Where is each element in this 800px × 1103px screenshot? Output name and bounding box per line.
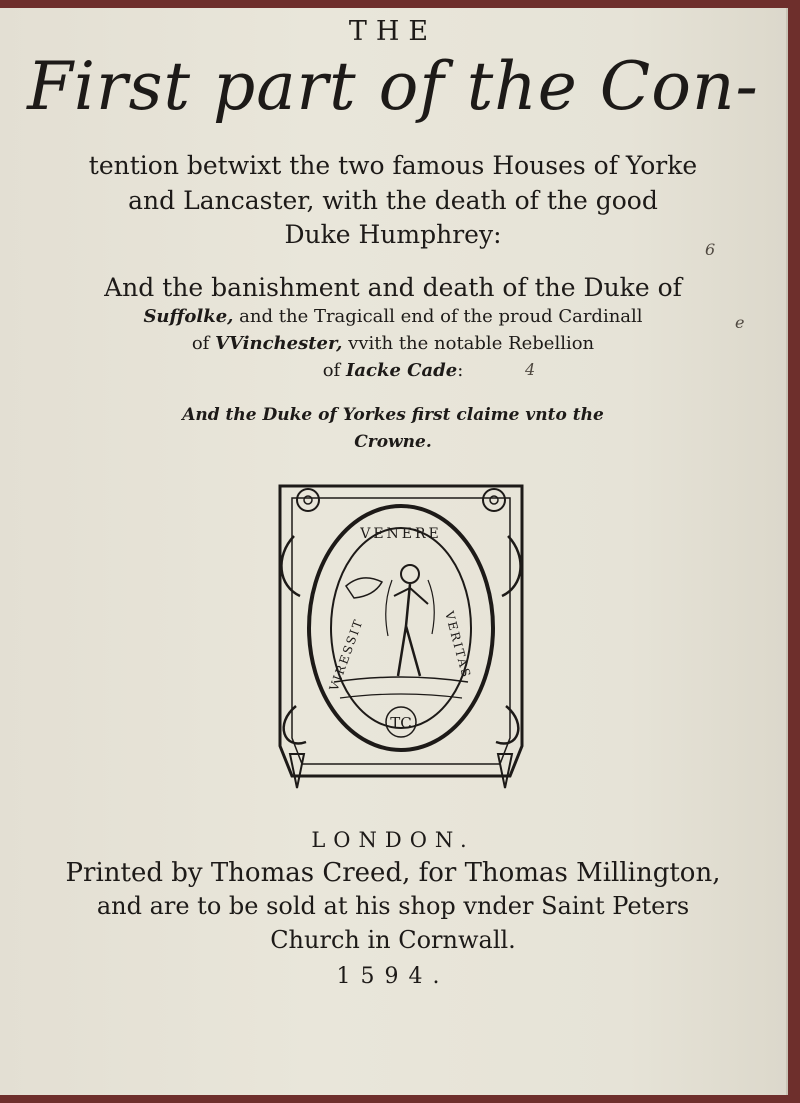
title-main-line: First part of the Con- xyxy=(27,48,759,125)
title-line-3: Duke Humphrey: xyxy=(284,220,502,249)
device-motto-right: VERITAS xyxy=(442,609,474,681)
claim-line-2: Crowne. xyxy=(354,432,432,452)
device-initials: TC xyxy=(390,714,412,732)
subtitle-line-4-post: : xyxy=(457,360,464,381)
device-motto-top: VENERE xyxy=(360,526,442,542)
subtitle-line-1: And the banishment and death of the Duke of xyxy=(104,273,682,302)
imprint-year: 1594. xyxy=(336,964,450,989)
subtitle-line-3-pre: of xyxy=(191,333,216,354)
imprint-line-3: Church in Cornwall. xyxy=(270,926,516,954)
subtitle-line-3-rest: vvith the notable Rebellion xyxy=(342,333,595,354)
title-page xyxy=(0,8,788,1095)
imprint-line-2: and are to be sold at his shop vnder Saint Peters xyxy=(96,892,690,920)
heading-the: THE xyxy=(348,16,438,47)
subtitle-line-4 xyxy=(0,360,786,381)
handwritten-mark-3: 4 xyxy=(525,360,536,379)
name-iacke-cade: Iacke Cade xyxy=(345,360,458,381)
name-winchester: VVinchester, xyxy=(215,333,343,354)
device-motto-left: VIRESSIT xyxy=(326,616,366,693)
name-suffolke: Suffolke, xyxy=(143,306,234,327)
title-line-1: tention betwixt the two famous Houses of Yorke xyxy=(88,151,698,180)
subtitle-line-2-rest: and the Tragicall end of the proud Cardinall xyxy=(233,306,643,327)
claim-line-1: And the Duke of Yorkes first claime vnto the xyxy=(182,405,604,425)
subtitle-line-3 xyxy=(0,333,786,354)
handwritten-mark-1: 6 xyxy=(705,240,716,259)
printers-device-woodcut xyxy=(270,476,532,798)
subtitle-line-4-pre: of xyxy=(322,360,346,381)
subtitle-line-2 xyxy=(0,306,786,327)
handwritten-mark-2: e xyxy=(735,313,745,332)
imprint-city: LONDON. xyxy=(311,828,475,852)
imprint-line-1: Printed by Thomas Creed, for Thomas Millington, xyxy=(65,858,721,888)
title-line-2: and Lancaster, with the death of the good xyxy=(128,186,658,215)
